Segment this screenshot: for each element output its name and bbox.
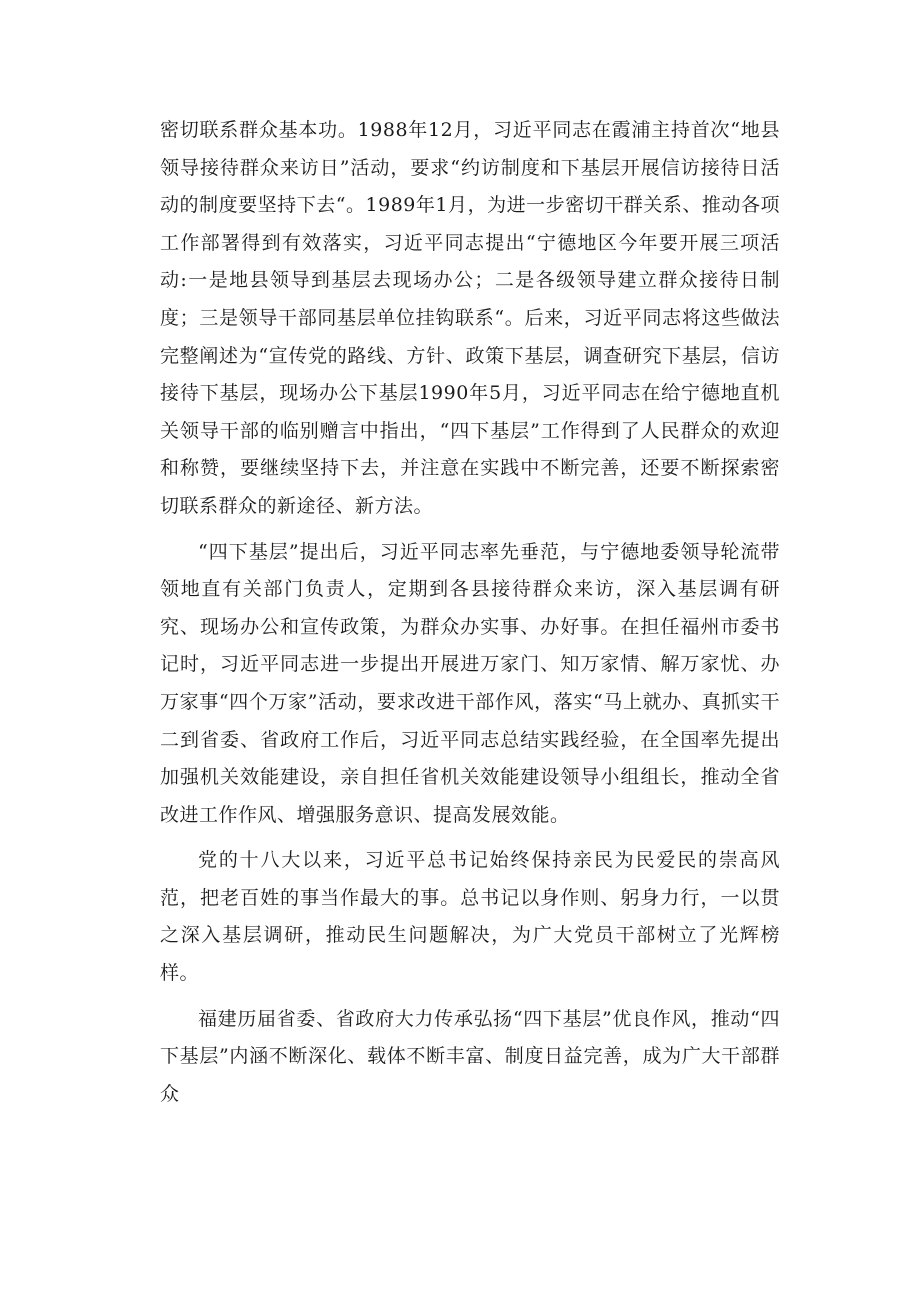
paragraph-1: 密切联系群众基本功。1988年12月，习近平同志在霞浦主持首次“地县领导接待群众来访日”活动，要求“约访制度和下基层开展信访接待日活动的制度要坚持下去“。1989年1月，为进一步密切干群关系、推动各项工作部署得到有效落实，习近平同志提出“宁德地区今年要开展三项活动:一是地县领导到基层去现场办公；二是各级领导建立群众接待日制度；三是领导干部同基层单位挂钩联系“。后来，习近平同志将这些做法完整阐述为“宣传党的路线、方针、政策下基层，调查研究下基层，信访接待下基层，现场办公下基层1990年5月，习近平同志在给宁德地直机关领导干部的临别赠言中指出，“四下基层”工作得到了人民群众的欢迎和称赞，要继续坚持下去，并注意在实践中不断完善，还要不断探索密切联系群众的新途径、新方法。 <box>160 119 780 517</box>
paragraph-3: 党的十八大以来，习近平总书记始终保持亲民为民爱民的崇高风范，把老百姓的事当作最大的事。总书记以身作则、躬身力行，一以贯之深入基层调研，推动民生问题解决，为广大党员干部树立了光辉榜样。 <box>160 849 780 985</box>
paragraph-4: 福建历届省委、省政府大力传承弘扬“四下基层”优良作风，推动“四下基层”内涵不断深化、载体不断丰富、制度日益完善，成为广大干部群众 <box>160 1007 780 1105</box>
document-body <box>160 112 780 1121</box>
paragraph-2: “四下基层”提出后，习近平同志率先垂范，与宁德地委领导轮流带领地直有关部门负责人，定期到各县接待群众来访，深入基层调有研究、现场办公和宣传政策，为群众办实事、办好事。在担任福州市委书记时，习近平同志进一步提出开展进万家门、知万家情、解万家忧、办万家事“四个万家”活动，要求改进干部作风，落实“马上就办、真抓实干二到省委、省政府工作后，习近平同志总结实践经验，在全国率先提出加强机关效能建设，亲自担任省机关效能建设领导小组组长，推动全省改进工作作风、增强服务意识、提高发展效能。 <box>160 540 780 826</box>
